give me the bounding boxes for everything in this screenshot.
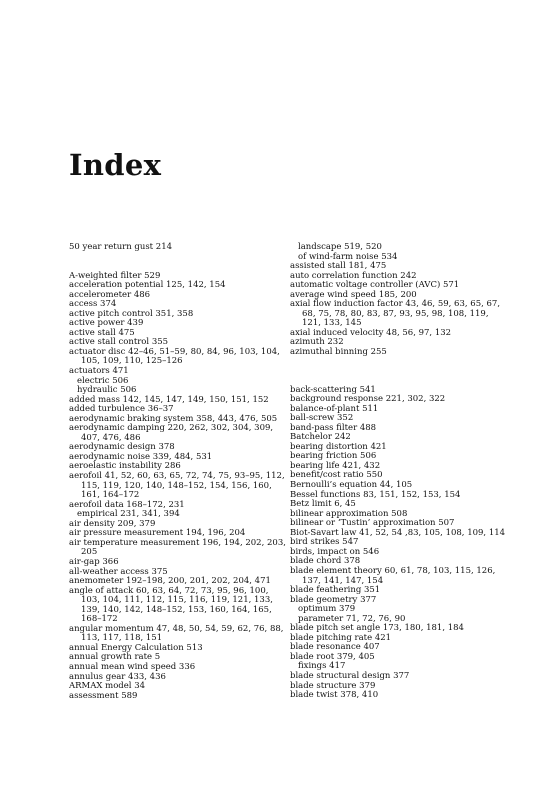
index-entry: bearing distortion 421 — [290, 441, 387, 452]
index-entry: air density 209, 379 — [69, 518, 156, 529]
index-entry: annual growth rate 5 — [69, 652, 161, 663]
index-entry: air temperature measurement 196, 194, 202, 203, 205 — [69, 537, 286, 558]
index-entry: Batchelor 242 — [290, 432, 351, 443]
index-entry: blade resonance 407 — [290, 642, 380, 653]
index-entry: bird strikes 547 — [290, 537, 359, 548]
index-entry: blade pitch set angle 173, 180, 181, 184 — [290, 623, 464, 634]
index-subentry: optimum 379 — [298, 604, 356, 615]
index-entry: annual mean wind speed 336 — [69, 661, 196, 672]
index-entry: actuators 471 — [69, 366, 129, 377]
index-entry: angle of attack 60, 63, 64, 72, 73, 95, 96, 100, 103, 104, 111, 112, 115, 116, 119, 121, 133, 139, 140, 142, 148–152, 153, 160, 164, 165, 168–172 — [69, 585, 273, 625]
index-entry: bearing friction 506 — [290, 451, 377, 462]
index-entry: blade geometry 377 — [290, 594, 377, 605]
index-subentry: empirical 231, 341, 394 — [77, 509, 180, 520]
index-entry: aerodynamic design 378 — [69, 442, 175, 453]
index-entry: Bessel functions 83, 151, 152, 153, 154 — [290, 489, 461, 500]
index-entry: accelerometer 486 — [69, 289, 151, 300]
index-entry: average wind speed 185, 200 — [290, 289, 417, 300]
index-entry: aerodynamic noise 339, 484, 531 — [69, 451, 213, 462]
index-entry: annulus gear 433, 436 — [69, 671, 166, 682]
index-entry: auto correlation function 242 — [290, 270, 417, 281]
index-entry: aerofoil data 168–172, 231 — [69, 499, 185, 510]
index-subentry: of wind-farm noise 534 — [298, 251, 398, 262]
index-subentry: landscape 519, 520 — [298, 242, 382, 252]
index-entry: aerodynamic braking system 358, 443, 476, 505 — [69, 413, 278, 424]
index-entry: axial induced velocity 48, 56, 97, 132 — [290, 327, 452, 338]
index-entry: angular momentum 47, 48, 50, 54, 59, 62, 76, 88, 113, 117, 118, 151 — [69, 623, 284, 644]
index-entry: azimuthal binning 255 — [290, 347, 387, 358]
index-entry: back-scattering 541 — [290, 384, 376, 395]
index-entry: automatic voltage controller (AVC) 571 — [290, 280, 460, 291]
index-subentry: hydraulic 506 — [77, 385, 137, 396]
index-entry: active stall 475 — [69, 327, 135, 338]
index-entry: 50 year return gust 214 — [69, 242, 173, 252]
index-entry: bearing life 421, 432 — [290, 460, 381, 471]
index-entry: birds, impact on 546 — [290, 546, 380, 557]
index-entry: acceleration potential 125, 142, 154 — [69, 280, 226, 291]
index-entry: blade chord 378 — [290, 556, 361, 567]
index-entry: ball-screw 352 — [290, 413, 354, 424]
index-entry: active stall control 355 — [69, 337, 169, 348]
index-entry: blade twist 378, 410 — [290, 690, 379, 701]
index-entry: ARMAX model 34 — [69, 681, 146, 692]
index-entry: assisted stall 181, 475 — [290, 261, 387, 272]
index-entry: actuator disc 42–46, 51–59, 80, 84, 96, 103, 104, 105, 109, 110, 125–126 — [69, 346, 280, 367]
index-entry: blade feathering 351 — [290, 585, 381, 596]
index-column-left — [69, 243, 289, 701]
page-title: Index — [69, 148, 162, 182]
index-entry: air-gap 366 — [69, 556, 119, 567]
index-entry: blade element theory 60, 61, 78, 103, 115, 126, 137, 141, 147, 154 — [290, 565, 496, 586]
index-entry: bilinear approximation 508 — [290, 508, 408, 519]
index-column-right — [290, 243, 510, 701]
index-entry: blade root 379, 405 — [290, 651, 375, 662]
index-entry: access 374 — [69, 299, 117, 310]
index-entry: added turbulence 36–37 — [69, 404, 174, 415]
index-entry: aerodynamic damping 220, 262, 302, 304, 309, 407, 476, 486 — [69, 423, 274, 443]
index-entry: added mass 142, 145, 147, 149, 150, 151, 152 — [69, 394, 269, 405]
index-entry: blade pitching rate 421 — [290, 632, 392, 643]
index-entry: blade structural design 377 — [290, 670, 410, 681]
index-entry: all-weather access 375 — [69, 566, 168, 577]
index-subentry: electric 506 — [77, 375, 129, 386]
index-entry: background response 221, 302, 322 — [290, 394, 446, 405]
index-entry: active power 439 — [69, 318, 144, 329]
index-subentry: parameter 71, 72, 76, 90 — [298, 613, 406, 624]
index-entry: Bernoulli’s equation 44, 105 — [290, 480, 413, 491]
index-entry: aerofoil 41, 52, 60, 63, 65, 72, 74, 75, 93–95, 112, 115, 119, 120, 140, 148–152, 154, 156, 160, 161, 164–172 — [69, 471, 285, 501]
index-entry: azimuth 232 — [290, 337, 344, 348]
index-entry: anemometer 192–198, 200, 201, 202, 204, 471 — [69, 576, 271, 587]
index-entry: annual Energy Calculation 513 — [69, 642, 203, 653]
index-subentry: fixings 417 — [298, 661, 346, 672]
index-entry: A-weighted filter 529 — [69, 270, 161, 281]
index-entry: bilinear or ‘Tustin’ approximation 507 — [290, 518, 455, 529]
index-entry: benefit/cost ratio 550 — [290, 470, 383, 481]
index-entry: active pitch control 351, 358 — [69, 308, 194, 319]
index-entry: balance-of-plant 511 — [290, 403, 379, 414]
index-entry: band-pass filter 488 — [290, 422, 377, 433]
index-entry: blade structure 379 — [290, 680, 376, 691]
index-entry: air pressure measurement 194, 196, 204 — [69, 528, 246, 539]
index-entry: Betz limit 6, 45 — [290, 499, 356, 510]
index-entry: axial flow induction factor 43, 46, 59, 63, 65, 67, 68, 75, 78, 80, 83, 87, 93, 95, 98, 108, 119, 121, 133, 145 — [290, 299, 501, 329]
index-entry: Biot-Savart law 41, 52, 54 ,83, 105, 108, 109, 114 — [290, 527, 506, 538]
index-entry: aeroelastic instability 286 — [69, 461, 181, 472]
index-entry: assessment 589 — [69, 690, 138, 701]
